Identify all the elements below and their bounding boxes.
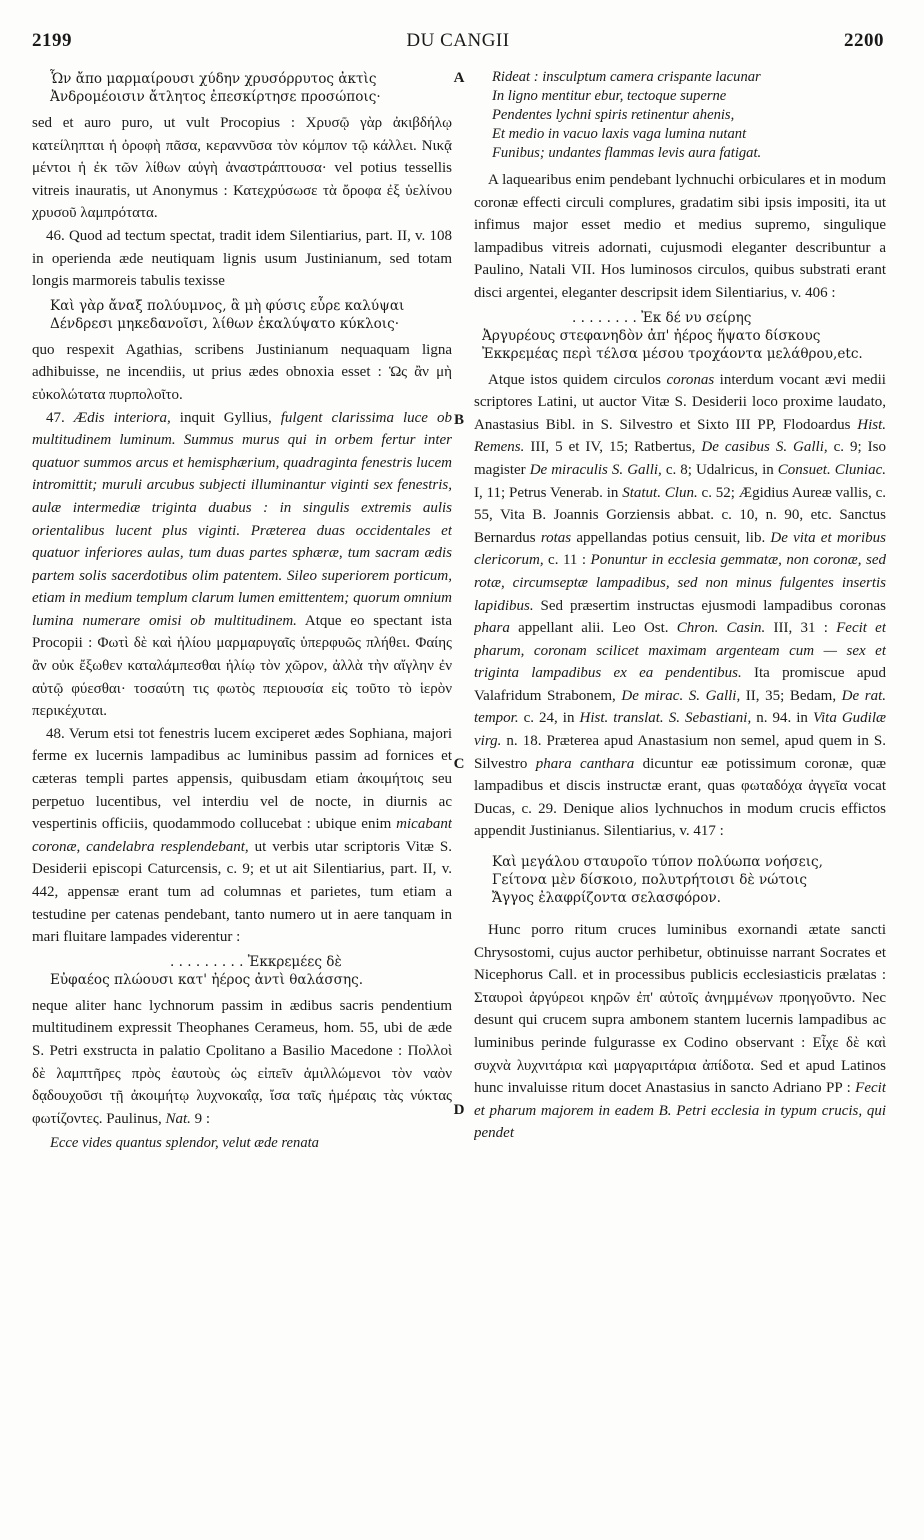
italic-text: Consuet. Cluniac. <box>777 461 886 478</box>
verse-line: Ἀργυρέους στεφανηδὸν ἀπ' ἠέρος ἥψατο δίσκους <box>482 327 821 344</box>
greek-verse <box>482 309 886 363</box>
italic-text: coronas <box>666 371 715 388</box>
verse-line: Καὶ γὰρ ἄναξ πολύυμνος, ἃ μὴ φύσις εὗρε καλύψαι <box>50 297 405 314</box>
right-column <box>474 66 886 1506</box>
greek-verse <box>50 70 452 106</box>
verse-line: Ἄγγος ἐλαφρίζοντα σελασφόρον. <box>492 890 721 907</box>
text: ut verbis utar scriptoris Vitæ S. Desiderii episcopi Caturcensis, c. 9; et ut ait Silentiarius, part. II, v. 442, appensæ erant tum ad columnas et parietes, tum etiam a testudine per catenas pendebant, tanto numero ut in aere tanquam in mari fluitare lampades viderentur : <box>32 838 452 946</box>
italic-text: Nat. <box>165 1110 191 1127</box>
text: c. 8; Udalricus, in <box>661 461 778 478</box>
left-column <box>32 66 452 1506</box>
verse-line: Funibus; undantes flammas levis aura fatigat. <box>492 145 762 161</box>
page-number-left: 2199 <box>32 30 72 51</box>
italic-text: De casibus S. Galli, <box>701 439 828 456</box>
italic-text: Chron. Casin. <box>676 620 766 637</box>
paragraph: sed et auro puro, ut vult Procopius : Χρυσῷ γὰρ ἀκιβδήλῳ κατείληπται ἡ ὀροφὴ πᾶσα, κεραννῦσα τὸν κόμπον τῷ κάλλει. Νικᾷ μέντοι ἡ ἐκ τῶν λίθων αὐγὴ ἀναστράπτουσα· vel potius tessellis vitreis inauratis, ut Anonymus : Κατεχρύσωσε τὰ ὄροφα ἐξ ὑελίνου χρυσοῦ λαμπρότατα. <box>32 115 452 222</box>
text: c. 24, in <box>518 710 580 727</box>
latin-verse <box>492 68 886 163</box>
text: n. 94. in <box>751 710 813 727</box>
greek-verse <box>50 297 452 333</box>
paragraph <box>474 369 886 843</box>
verse-line: Ecce vides quantus splendor, velut æde renata <box>50 1135 319 1152</box>
text: c. 9; Iso magister <box>474 439 886 478</box>
italic-text: De miraculis S. Galli, <box>529 461 662 478</box>
paragraph: A laquearibus enim pendebant lychnuchi orbiculares et in modum coronæ effecti circuli complures, gradatim sibi ipsis impositi, ita ut infimus major esset medio et medius supremo, singulique lampadibus vitreis adornati, cujusmodi eleganter describuntur a Paulino, Natali VII. Hos luminosos circulos, quibus substrati erant disci argentei, eleganter descripsit idem Silentiarius, v. 406 : <box>474 172 886 301</box>
greek-verse <box>50 953 452 989</box>
paragraph <box>474 919 886 1145</box>
text: interdum vocant ævi medii scriptores Latini, ut auctor Vitæ S. Desiderii loco proxime laudato, Anastasius Bibl. in S. Silvestro et Sixto III PP, Flodoardus <box>474 371 886 433</box>
text: inquit Gyllius, <box>170 409 281 426</box>
text: Hunc porro ritum cruces luminibus exornandi ætate sancti Chrysostomi, cujus auctor perhibetur, obtinuisse narrant Socrates et Nicephorus Call. et in processibus publicis ecclesiasticis prælatas : Σταυροὶ ἀργύρεοι κηρῶν ἐπ' αὐτοῖς ἀνημμένων προηγοῦντο. Nec desunt qui crucem supra ambonem stantem lucernis lampadibus ac luminibus perinde fulgurasse ex Codino observant : Εἶχε δὲ καὶ συχνὰ λυχνιτάρια καὶ μαργαριτάρια ἀπίδοτα. Sed et apud Latinos hunc invaluisse ritum docet Anastasius in sancto Adriano PP : <box>474 922 886 1097</box>
italic-quote: Fecit et pharum, coronam scilicet maximam argenteam cum — sex et triginta lampadibus ex ea pendentibus. <box>474 620 886 682</box>
text: 48. Verum etsi tot fenestris lucem exciperet ædes Sophiana, majori ferme ex lucernis lampadibus ac luminibus passim ad fornices et cæteras templi partes appensis, quibusdam etiam ἀκοιμήτοις seu perpetuo lucentibus, vel interdiu vel de nocte, in diurnis ac vespertinis officiis, quodammodo collucebat : ubique enim <box>32 725 452 833</box>
italic-text: Hist. translat. S. Sebastiani, <box>579 710 752 727</box>
margin-letter-d: D <box>453 1102 465 1118</box>
verse-line: Ἐκκρεμέας περὶ τέλσα μέσου τροχάοντα μελάθρου,etc. <box>482 345 863 362</box>
text: I, 11; Petrus Venerab. in <box>474 484 623 501</box>
italic-text: rotas <box>540 529 572 546</box>
paragraph: quo respexit Agathias, scribens Justinianum nequaquam ligna adhibuisse, ne incendiis, ut prius ædes obnoxia esset : Ὡς ἂν μὴ εὐκολώτατα πυρπολοῖτο. <box>32 341 452 403</box>
text: c. 52; Ægidius Aureæ vallis, c. 55, Vita B. Joannis Gorziensis abbat. c. 10, n. 90, etc. Sanctus Bernardus <box>474 484 886 546</box>
text: Atque eo spectant ista Procopii : Φωτὶ δὲ καὶ ἡλίου μαρμαρυγαῖς ὑπερφυῶς πλήθει. Φαίης ἂν οὐκ ἔξωθεν καταλάμπεσθαι ἡλίῳ τὸν χῶρον, ἀλλὰ τὴν αἴγλην ἐν αὐτῷ φύεσθαι· τοσαύτη τις φωτὸς περιουσία εἰς τοῦτο τὸ ἱερὸν περικέχυται. <box>32 612 452 720</box>
italic-text: De vita et moribus clericorum, <box>474 529 886 569</box>
italic-quote: Fecit et pharum majorem in eadem B. Petri ecclesia in typum crucis, qui pendet <box>474 1080 886 1142</box>
italic-text: Vita Gudilæ virg. <box>474 710 886 750</box>
paragraph-number: 47. <box>46 409 65 426</box>
verse-line: Ὧν ἄπο μαρμαίρουσι χύδην χρυσόρρυτος ἀκτὶς <box>50 71 377 87</box>
text: Sed præsertim instructas ejusmodi lampadibus coronas <box>533 597 886 614</box>
text: III, 31 : <box>765 620 837 637</box>
text: III, 5 et IV, 15; Ratbertus, <box>524 439 702 456</box>
italic-quote: fulgent clarissima luce ob multitudinem luminum. Summus murus qui in orbem fertur inter quatuor summos arcus et hemisphærium, quadraginta fenestris lucem intromittit; muruli arcubus subjecti illuminantur viginti sex fenestris, aulæ intermediæ triginta duabus : in singulis extremis aulis orientalibus lucent plus viginti. Præterea duas occidentales et quatuor inferiores aulas, tum duas partes sphæræ, tum sacram ædis partem solis sacerdotibus olim patentem. Sileo superiorem porticum, etiam in medium templum clarum lumen emittentem; quorum omnium lumina numerare omisi ob multitudinem. <box>32 409 452 629</box>
paragraph-48 <box>32 723 452 949</box>
greek-verse <box>492 853 886 907</box>
text: neque aliter hanc lychnorum passim in ædibus sacris pendentium multitudinem expressit Theophanes Cerameus, hom. 55, ubi de æde S. Petri exstructa in palatio Cpolitano a Basilio Macedone : Πολλοὶ δὲ λαμπτῆρες πρὸς ἑαυτοὺς ὡς εἰπεῖν ἁμιλλώμενοι τὸν ναὸν δᾳδουχοῦσι τῇ ἀκοιμήτῳ λυχνοκαΐᾳ, ἴσα ταῖς ἡμέραις τὰς νύκτας φωτίζοντες. Paulinus, <box>32 997 452 1127</box>
italic-text: De mirac. S. Galli, <box>621 687 741 704</box>
text: appellant alii. Leo Ost. <box>509 620 677 637</box>
margin-letter-b: B <box>453 412 464 428</box>
italic-text: Ædis interiora, <box>73 409 171 426</box>
italic-text: phara canthara <box>535 755 635 772</box>
verse-line: Γείτονα μὲν δίσκοιο, πολυτρήτοισι δὲ νώτοις <box>492 872 808 889</box>
italic-quote: micabant coronæ, candelabra resplendebant, <box>32 816 452 855</box>
verse-line: Δένδρεσι μηκεδανοῖσι, λίθων ἐκαλύψατο κύκλοις· <box>50 315 400 332</box>
paragraph-46: 46. Quod ad tectum spectat, tradit idem Silentiarius, part. II, v. 108 in operienda æde neutiquam lignis usum Justinianum, sed totam longis marmoreis tabulis texisse <box>32 227 452 290</box>
verse-line: In ligno mentitur ebur, tectoque superne <box>492 88 727 104</box>
margin-letter-c: C <box>453 756 465 772</box>
italic-text: Hist. Remens. <box>474 416 886 456</box>
text: appellandas potius censuit, lib. <box>571 529 771 546</box>
page-number-right: 2200 <box>844 30 884 51</box>
text: n. 18. Præterea apud Anastasium non semel, apud quem in S. Silvestro <box>474 733 886 772</box>
text: dicuntur eæ potissimum coronæ, quæ lampadibus et discis instructæ erant, quas φωταδόχα ἀγγεῖα vocat Ducas, c. 29. Denique alios lychnuchos in modum crucis effictos appendit Justinianus. Silentiarius, v. 417 : <box>474 755 886 840</box>
latin-verse <box>50 1134 452 1153</box>
page-header <box>32 30 884 60</box>
verse-line: Pendentes lychni spiris retinentur ahenis, <box>492 107 735 123</box>
text: c. 11 : <box>543 552 591 569</box>
verse-line: Et medio in vacuo laxis vaga lumina nutant <box>492 126 747 142</box>
verse-line: Εὐφαέος πλώουσι κατ' ἠέρος ἀντὶ θαλάσσης. <box>50 971 364 988</box>
paragraph-47 <box>32 407 452 723</box>
verse-line: Καὶ μεγάλου σταυροῖο τύπον πολύωπα νοήσεις, <box>492 854 823 871</box>
italic-text: De rat. tempor. <box>474 687 886 727</box>
verse-line: . . . . . . . . Ἐκ δέ νυ σείρης <box>572 309 752 326</box>
running-title: DU CANGII <box>406 30 510 51</box>
verse-line: Rideat : insculptum camera crispante lacunar <box>492 69 761 85</box>
text: Atque istos quidem circulos <box>488 371 667 388</box>
verse-line: . . . . . . . . . Ἐκκρεμέες δὲ <box>170 953 342 970</box>
text: 9 : <box>190 1110 211 1127</box>
italic-text: Statut. Clun. <box>622 484 698 501</box>
margin-letter-a: A <box>453 70 465 86</box>
italic-text: phara <box>474 620 510 637</box>
italic-quote: Ponuntur in ecclesia gemmatæ, non coronæ, sed rotæ, circumseptæ lampadibus, sed non minus fulgentes insertis lapidibus. <box>474 552 886 614</box>
verse-line: Ἀνδρομέοισιν ἄτλητος ἐπεσκίρτησε προσώποις· <box>50 89 381 105</box>
paragraph <box>32 995 452 1131</box>
text: Ita promiscue apud Valafridum Strabonem, <box>474 665 886 704</box>
text: II, 35; Bedam, <box>740 687 842 704</box>
